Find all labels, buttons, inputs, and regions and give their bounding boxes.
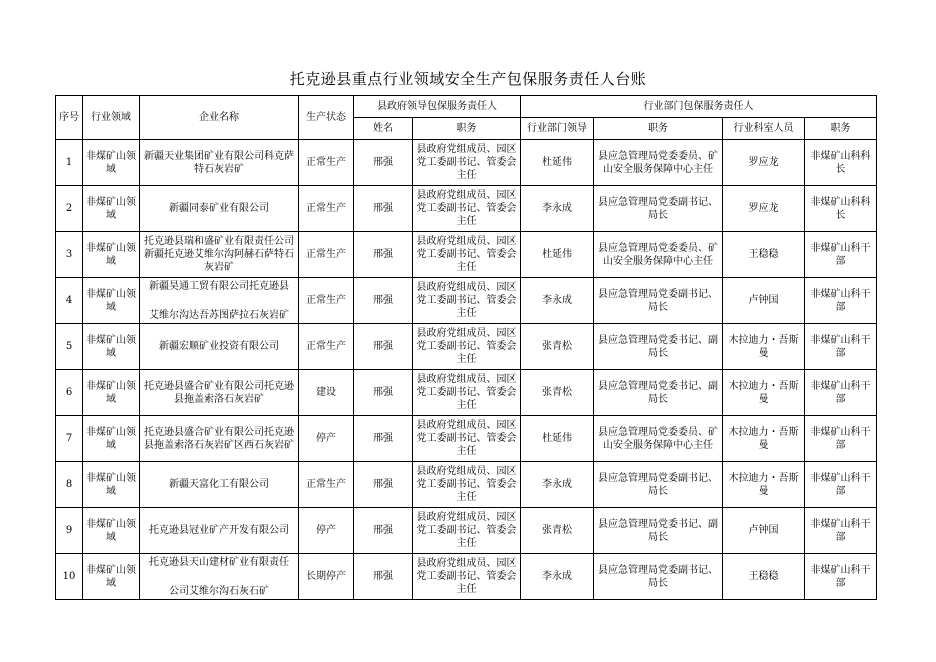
cell-dept-leader: 杜延伟	[521, 416, 594, 462]
header-staff-duty: 职务	[805, 118, 877, 140]
cell-county-duty: 县政府党组成员、园区党工委副书记、管委会主任	[413, 140, 521, 186]
company-line-bottom: 艾维尔沟达吾苏图萨拉石灰岩矿	[149, 309, 289, 321]
cell-status: 正常生产	[299, 278, 354, 324]
cell-dept-leader: 张青松	[521, 508, 594, 554]
cell-status: 建设	[299, 370, 354, 416]
cell-industry: 非煤矿山领域	[83, 416, 140, 462]
cell-county-duty: 县政府党组成员、园区党工委副书记、管委会主任	[413, 232, 521, 278]
company-line-bottom: 公司艾维尔沟石灰石矿	[169, 585, 269, 597]
cell-staff: 木拉迪力・吾斯曼	[723, 324, 805, 370]
cell-company: 托克逊县瑞和盛矿业有限责任公司新疆托克逊艾维尔沟阿赫石萨特石灰岩矿	[140, 232, 299, 278]
cell-dept-leader: 李永成	[521, 278, 594, 324]
cell-seq: 8	[56, 462, 83, 508]
company-split-text	[142, 280, 296, 322]
header-dept-group: 行业部门包保服务责任人	[521, 96, 877, 118]
cell-staff: 王稳稳	[723, 232, 805, 278]
cell-company	[140, 554, 299, 600]
cell-company	[140, 278, 299, 324]
cell-dept-duty: 县应急管理局党委书记、副局长	[594, 508, 723, 554]
header-county-name: 姓名	[354, 118, 413, 140]
table-row	[56, 370, 877, 416]
cell-seq: 3	[56, 232, 83, 278]
cell-county-duty: 县政府党组成员、园区党工委副书记、管委会主任	[413, 278, 521, 324]
cell-county-name: 邢强	[354, 508, 413, 554]
cell-dept-duty: 县应急管理局党委副书记、局长	[594, 554, 723, 600]
company-line-top: 新疆昊通工贸有限公司托克逊县	[149, 280, 289, 292]
cell-industry: 非煤矿山领域	[83, 278, 140, 324]
cell-staff-duty: 非煤矿山科干部	[805, 232, 877, 278]
cell-staff-duty: 非煤矿山科干部	[805, 324, 877, 370]
cell-industry: 非煤矿山领域	[83, 232, 140, 278]
cell-status: 正常生产	[299, 324, 354, 370]
document-title: 托克逊县重点行业领域安全生产包保服务责任人台账	[289, 70, 647, 88]
header-seq: 序号	[56, 96, 83, 140]
cell-seq: 10	[56, 554, 83, 600]
cell-staff: 卢钟国	[723, 278, 805, 324]
cell-dept-leader: 李永成	[521, 462, 594, 508]
cell-county-duty: 县政府党组成员、园区党工委副书记、管委会主任	[413, 416, 521, 462]
cell-staff: 木拉迪力・吾斯曼	[723, 370, 805, 416]
cell-dept-duty: 县应急管理局党委副书记、局长	[594, 278, 723, 324]
cell-dept-leader: 张青松	[521, 324, 594, 370]
cell-dept-leader: 李永成	[521, 186, 594, 232]
cell-dept-duty: 县应急管理局党委委员、矿山安全服务保障中心主任	[594, 140, 723, 186]
cell-dept-duty: 县应急管理局党委书记、副局长	[594, 370, 723, 416]
cell-county-name: 邢强	[354, 462, 413, 508]
cell-staff-duty: 非煤矿山科科长	[805, 186, 877, 232]
cell-county-name: 邢强	[354, 232, 413, 278]
cell-county-name: 邢强	[354, 416, 413, 462]
cell-dept-leader: 张青松	[521, 370, 594, 416]
cell-county-name: 邢强	[354, 324, 413, 370]
cell-dept-leader: 杜延伟	[521, 140, 594, 186]
cell-staff: 木拉迪力・吾斯曼	[723, 416, 805, 462]
cell-status: 正常生产	[299, 140, 354, 186]
cell-dept-leader: 杜延伟	[521, 232, 594, 278]
table-row	[56, 324, 877, 370]
cell-county-duty: 县政府党组成员、园区党工委副书记、管委会主任	[413, 370, 521, 416]
table-row	[56, 232, 877, 278]
cell-county-name: 邢强	[354, 370, 413, 416]
cell-seq: 4	[56, 278, 83, 324]
header-status: 生产状态	[299, 96, 354, 140]
cell-dept-duty: 县应急管理局党委书记、副局长	[594, 324, 723, 370]
cell-staff-duty: 非煤矿山科干部	[805, 508, 877, 554]
cell-staff: 罗应龙	[723, 140, 805, 186]
header-staff: 行业科室人员	[723, 118, 805, 140]
header-dept-duty: 职务	[594, 118, 723, 140]
header-row-group	[56, 96, 877, 118]
cell-staff-duty: 非煤矿山科干部	[805, 370, 877, 416]
table-row	[56, 186, 877, 232]
cell-county-duty: 县政府党组成员、园区党工委副书记、管委会主任	[413, 324, 521, 370]
table-row	[56, 278, 877, 324]
cell-company: 新疆同泰矿业有限公司	[140, 186, 299, 232]
header-company: 企业名称	[140, 96, 299, 140]
cell-county-name: 邢强	[354, 554, 413, 600]
cell-dept-duty: 县应急管理局党委委员、矿山安全服务保障中心主任	[594, 232, 723, 278]
cell-status: 长期停产	[299, 554, 354, 600]
cell-industry: 非煤矿山领域	[83, 186, 140, 232]
cell-industry: 非煤矿山领域	[83, 324, 140, 370]
header-dept-leader: 行业部门领导	[521, 118, 594, 140]
header-county-group: 县政府领导包保服务责任人	[354, 96, 521, 118]
cell-county-duty: 县政府党组成员、园区党工委副书记、管委会主任	[413, 508, 521, 554]
cell-staff-duty: 非煤矿山科干部	[805, 554, 877, 600]
cell-staff-duty: 非煤矿山科科长	[805, 140, 877, 186]
cell-industry: 非煤矿山领域	[83, 140, 140, 186]
cell-seq: 7	[56, 416, 83, 462]
cell-company: 托克逊县盛合矿业有限公司托克逊县拖盖索洛石灰岩矿	[140, 370, 299, 416]
header-industry: 行业领域	[83, 96, 140, 140]
cell-status: 正常生产	[299, 186, 354, 232]
cell-county-name: 邢强	[354, 140, 413, 186]
company-split-text	[142, 556, 296, 598]
cell-status: 停产	[299, 508, 354, 554]
cell-status: 停产	[299, 416, 354, 462]
cell-dept-leader: 李永成	[521, 554, 594, 600]
cell-seq: 2	[56, 186, 83, 232]
cell-seq: 5	[56, 324, 83, 370]
cell-seq: 6	[56, 370, 83, 416]
cell-company: 新疆宏顺矿业投资有限公司	[140, 324, 299, 370]
cell-county-name: 邢强	[354, 278, 413, 324]
header-county-duty: 职务	[413, 118, 521, 140]
cell-status: 正常生产	[299, 232, 354, 278]
cell-county-name: 邢强	[354, 186, 413, 232]
table-row	[56, 462, 877, 508]
cell-dept-duty: 县应急管理局党委委员、矿山安全服务保障中心主任	[594, 416, 723, 462]
table-row	[56, 416, 877, 462]
cell-county-duty: 县政府党组成员、园区党工委副书记、管委会主任	[413, 186, 521, 232]
responsibility-ledger-table	[55, 95, 877, 600]
table-row	[56, 140, 877, 186]
cell-industry: 非煤矿山领域	[83, 554, 140, 600]
cell-company: 托克逊县冠业矿产开发有限公司	[140, 508, 299, 554]
cell-staff-duty: 非煤矿山科干部	[805, 462, 877, 508]
cell-industry: 非煤矿山领域	[83, 462, 140, 508]
cell-staff-duty: 非煤矿山科干部	[805, 416, 877, 462]
cell-company: 托克逊县盛合矿业有限公司托克逊县拖盖索洛石灰岩矿区西石灰岩矿	[140, 416, 299, 462]
cell-staff-duty: 非煤矿山科干部	[805, 278, 877, 324]
cell-seq: 9	[56, 508, 83, 554]
cell-dept-duty: 县应急管理局党委副书记、局长	[594, 186, 723, 232]
cell-staff: 木拉迪力・吾斯曼	[723, 462, 805, 508]
cell-industry: 非煤矿山领域	[83, 508, 140, 554]
cell-dept-duty: 县应急管理局党委副书记、局长	[594, 462, 723, 508]
cell-company: 新疆天业集团矿业有限公司科克萨特石灰岩矿	[140, 140, 299, 186]
cell-staff: 王稳稳	[723, 554, 805, 600]
cell-staff: 罗应龙	[723, 186, 805, 232]
cell-county-duty: 县政府党组成员、园区党工委副书记、管委会主任	[413, 554, 521, 600]
cell-status: 正常生产	[299, 462, 354, 508]
table-row	[56, 508, 877, 554]
cell-staff: 卢钟国	[723, 508, 805, 554]
table-row	[56, 554, 877, 600]
cell-company: 新疆天富化工有限公司	[140, 462, 299, 508]
company-line-top: 托克逊县天山建材矿业有限责任	[149, 556, 289, 568]
cell-county-duty: 县政府党组成员、园区党工委副书记、管委会主任	[413, 462, 521, 508]
cell-seq: 1	[56, 140, 83, 186]
cell-industry: 非煤矿山领域	[83, 370, 140, 416]
